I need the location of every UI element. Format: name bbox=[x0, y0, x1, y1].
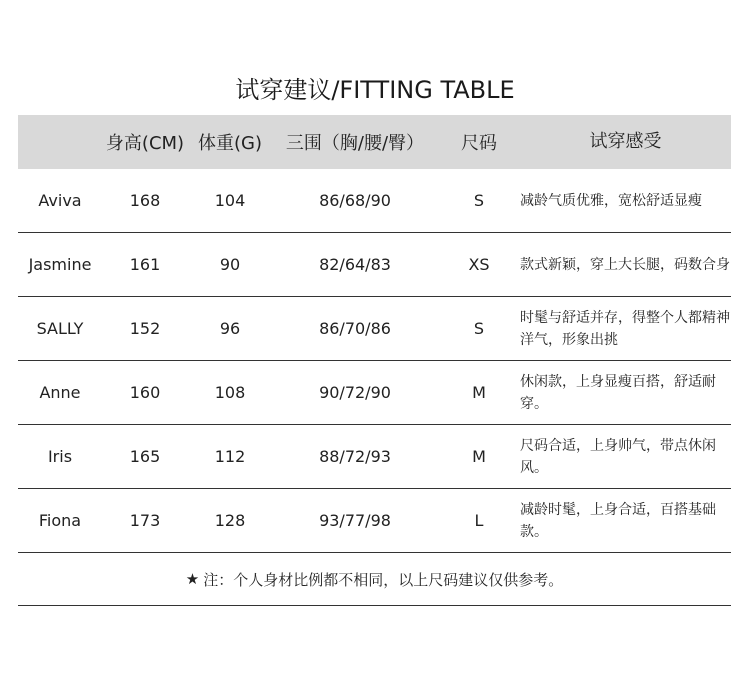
model-size: XS bbox=[468, 255, 490, 274]
model-measurements: 86/70/86 bbox=[319, 319, 391, 338]
model-size: L bbox=[474, 511, 484, 530]
table-row bbox=[18, 489, 731, 553]
model-size: S bbox=[473, 191, 485, 210]
header-weight: 体重(G) bbox=[198, 133, 262, 154]
table-row bbox=[18, 233, 731, 297]
model-size: S bbox=[473, 319, 485, 338]
header-measurements: 三围（胸/腰/臀） bbox=[285, 133, 425, 154]
fit-feedback: 减龄时髦，上身合适，百搭基础款。 bbox=[520, 501, 716, 540]
model-measurements: 88/72/93 bbox=[319, 447, 391, 466]
table-header-row bbox=[18, 115, 731, 169]
model-weight: 96 bbox=[219, 319, 241, 338]
model-height: 165 bbox=[129, 447, 161, 466]
model-height: 168 bbox=[129, 191, 161, 210]
model-measurements: 82/64/83 bbox=[319, 255, 391, 274]
table-row bbox=[18, 297, 731, 361]
model-measurements: 90/72/90 bbox=[319, 383, 391, 402]
model-height: 160 bbox=[129, 383, 161, 402]
model-weight: 104 bbox=[214, 191, 246, 210]
header-fit-feedback: 试穿感受 bbox=[589, 131, 662, 152]
footnote-text: 注：个人身材比例都不相同，以上尺码建议仅供参考。 bbox=[203, 570, 564, 589]
model-name: Iris bbox=[47, 447, 73, 466]
footnote bbox=[18, 553, 731, 606]
table-row bbox=[18, 425, 731, 489]
fit-feedback: 减龄气质优雅，宽松舒适显瘦 bbox=[520, 192, 702, 209]
model-name: Fiona bbox=[38, 511, 82, 530]
table-row bbox=[18, 361, 731, 425]
fit-feedback: 款式新颖，穿上大长腿，码数合身 bbox=[520, 256, 730, 273]
star-icon: ★ bbox=[185, 570, 200, 588]
model-measurements: 93/77/98 bbox=[319, 511, 391, 530]
model-height: 173 bbox=[129, 511, 161, 530]
model-size: M bbox=[472, 383, 486, 402]
table-row bbox=[18, 169, 731, 233]
fit-feedback: 尺码合适，上身帅气，带点休闲风。 bbox=[520, 437, 716, 476]
model-height: 161 bbox=[129, 255, 161, 274]
model-name: SALLY bbox=[36, 319, 84, 338]
model-weight: 90 bbox=[219, 255, 241, 274]
model-weight: 108 bbox=[214, 383, 246, 402]
model-weight: 112 bbox=[214, 447, 246, 466]
fit-feedback: 休闲款，上身显瘦百搭，舒适耐穿。 bbox=[520, 373, 716, 412]
model-name: Aviva bbox=[38, 191, 82, 210]
fitting-table bbox=[18, 115, 731, 606]
model-weight: 128 bbox=[214, 511, 246, 530]
page-title: 试穿建议/FITTING TABLE bbox=[235, 76, 515, 104]
fit-feedback: 时髦与舒适并存，得整个人都精神洋气，形象出挑 bbox=[520, 309, 730, 348]
model-size: M bbox=[472, 447, 486, 466]
model-name: Anne bbox=[39, 383, 81, 402]
model-measurements: 86/68/90 bbox=[319, 191, 391, 210]
header-height: 身高(CM) bbox=[105, 133, 185, 154]
model-height: 152 bbox=[129, 319, 161, 338]
header-size: 尺码 bbox=[461, 133, 497, 154]
model-name: Jasmine bbox=[28, 255, 92, 274]
